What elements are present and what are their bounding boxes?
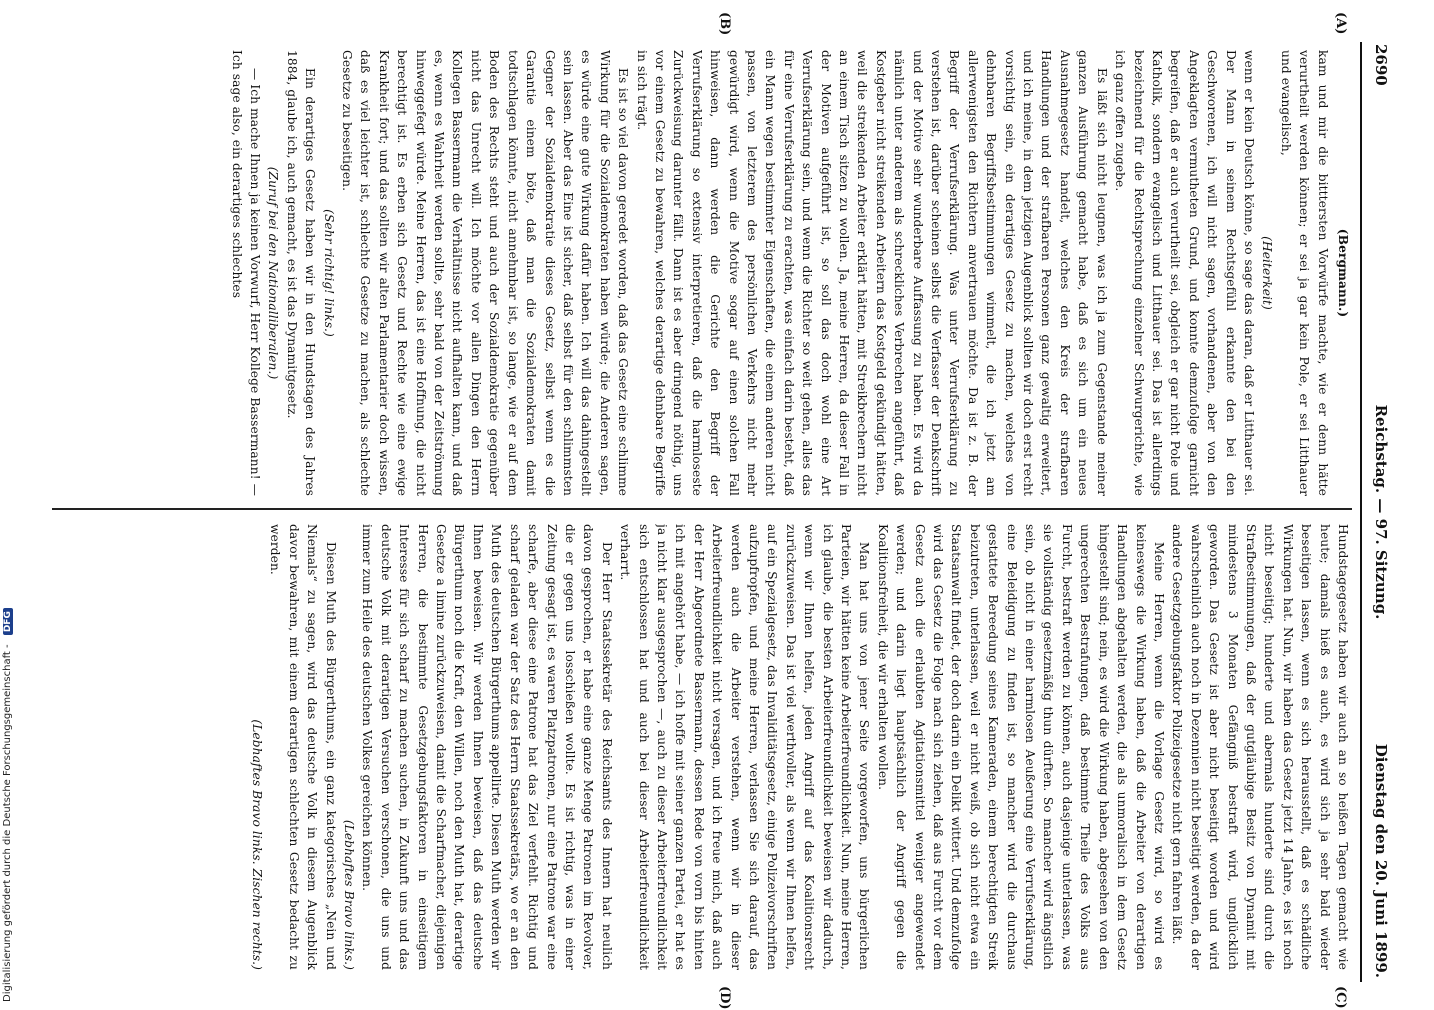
interjection: (Heiterkeit) (1260, 236, 1275, 310)
column-divider (52, 508, 1352, 510)
dfg-logo: DFG (3, 608, 13, 635)
rotated-page (40, 12, 1392, 1010)
left-column (52, 50, 1352, 496)
interjection: (Lebhaftes Bravo links.) (342, 819, 357, 970)
interjection: (Sehr richtig! links.) (321, 209, 336, 337)
paragraph: wenn er kein Deutsch könne, so sage das daran, daß er Litthauer sei. Der Mann in seinem Rechtsgefühl erkannte den bei den Geschworenen, ich will nicht sagen, vorhandenen, aber von den Angeklagten vermutheten Grund, und konnte demzufolge garnicht begreifen, daß er auch verurtheilt sei, obgleich er gar nicht Pole und Katholik, sondern evangelisch und Litthauer sei. Das ist allerdings bezeichnend für die Rechtsprechung einzelner Schwurgerichte, wie ich ganz offen zugebe. (1113, 50, 1256, 496)
right-column (52, 524, 1352, 970)
paragraph: Man hat uns von jener Seite vorgeworfen, uns bürgerlichen Parteien, wir hätten keine Arbeiterfreundlichkeit. Nun, meine Herren, ich glaube, die besten Arbeiterfreundlichkeit beweisen wir dadurch, wenn wir Ihnen helfen, jeden Angriff auf das Koalitionsrecht zurückzuweisen. Das ist viel werthvoller, als wenn wir Ihnen helfen, auf ein Spezialgesetz, das Invaliditätsgesetz, einige Polizeivorschriften aufzupfropfen, und meine Herren, verlassen Sie sich darauf, das werden auch die Arbeiter verstehen, wenn wir in dieser Arbeiterfreundlichkeit nicht versagen, und ich freue mich, daß auch der Herr Abgeordnete Bassermann, dessen Rede von vorn bis hinten ich mit angehört habe, — ich hoffe mit seiner ganzen Partei, er hat es ja nicht klar ausgesprochen —, auch zu dieser Arbeiterfreundlichkeit sich entschlossen hat und auch bei dieser Arbeiterfreundlichkeit verharrt. (618, 524, 872, 970)
paragraph: Es ist so viel davon geredet worden, daß das Gesetz eine schlimme Wirkung für die Sozialdemokraten haben würde; die Anderen sagen, es würde eine gute Wirkung dafür haben. Ich will das dahingestellt sein lassen. Aber das Eine ist sicher, daß selbst für den schlimmsten Gegner der Sozialdemokratie dieses Gesetz, selbst wenn es die Garantie einem böte, daß man die Sozialdemokraten damit todtschlagen könnte, nicht annehmbar ist, so lange, wie er auf dem Boden des Rechts steht und auch der Sozialdemokratie gegenüber nicht das Unrecht will. Ich möchte vor allen Dingen den Herrn Kollegen Bassermann die Verhältnisse nicht aufhalten kann, und daß es, wenn es Wahrheit werden sollte, sehr bald von der Zeitströmung hinweggefegt würde. Meine Herren, das ist eine Hoffnung, die nicht berechtigt ist. Es erben sich Gesetz und Rechte wie eine ewige Krankheit fort; und das sollten wir alten Parlamentarier doch wissen, daß es viel leichter ist, schlechte Gesetze zu machen, als schlechte Gesetze zu beseitigen. (340, 50, 631, 496)
margin-marker-a: (A) (1333, 12, 1348, 35)
interjection: (Lebhaftes Bravo links. Zischen rechts.) (250, 719, 265, 970)
margin-marker-b: (B) (717, 12, 732, 36)
header-date: Dienstag den 20. Juni 1899. (1372, 743, 1390, 978)
paragraph: Diesen Muth des Bürgerthums, ein ganz kategorisches „Nein und Niemals“ zu sagen, wird das deutsche Volk in diesem Augenblick davor bewahren, mit einem derartigen schlechten Gesetz bedacht zu werden. (268, 524, 338, 970)
paragraph: Der Herr Staatssekretär des Reichsamts des Innern hat neulich davon gesprochen, er habe eine ganze Menge Patronen im Revolver, die er gegen uns losschießen wollte. Es ist richtig, was in einer Zeitung gesagt ist, es waren Platzpatronen, nur eine Patrone war eine scharfe, aber diese eine Patrone hat das Ziel verfehlt. Richtig und scharf geladen war der Satz des Herrn Staatssekretärs, wo er an den Muth des deutschen Bürgerthums appellirte. Diesen Muth werden wir Ihnen beweisen. Wir werden Ihnen beweisen, daß das deutsche Bürgerthum noch die Kraft, den Willen, noch den Muth hat, derartige Gesetze a limine zurückzuweisen, damit die Scharfmacher, diejenigen Herren, die bestimmte Gesetzgebungsfaktoren in einseitigem Interesse für sich scharf zu machen suchen, in Zukunft uns und das deutsche Volk mit derartigen Versuchen verschonen, die uns und immer zum Heile des deutschen Volkes gereichen können. (360, 524, 614, 970)
paragraph: Hundstagegesetz haben wir auch an so heißen Tagen gemacht wie heute; damals hieß es auch, es wird sich ja sehr bald wieder beseitigen lassen, wenn es sich herausstellt, daß es schädliche Wirkungen hat. Nun, wir haben das Gesetz jetzt 14 Jahre, es ist noch nicht beseitigt; hunderte und abermals hunderte sind durch die Strafbestimmungen, daß der gutgläubige Besitz von Dynamit mit mindestens 3 Monaten Gefängniß bestraft wird, unglücklich geworden. Das Gesetz ist aber nicht beseitigt worden und wird wahrscheinlich auch noch in Dezennien nicht beseitigt werden, da der andere Gesetzgebungsfaktor Polizeigesetze nicht gern fahren läßt. (1170, 524, 1350, 970)
paragraph: — Ich mache Ihnen ja keinen Vorwurf, Herr Kollege Bassermann! — Ich sage also, ein derartiges schlechtes (229, 50, 263, 496)
paragraph: Ein derartiges Gesetz haben wir in den Hundstagen des Jahres 1884, glaube ich, auch gemacht, es ist das Dynamitgesetz. (284, 50, 318, 496)
paragraph: Meine Herren, wenn die Vorlage Gesetz wird, so wird es keineswegs die Wirkung haben, daß die Arbeiter von derartigen Handlungen abgehalten werden, die als unmoralisch in dem Gesetz hingestellt sind; nein, es wird die Wirkung haben, abgesehen von den ungerechten Bestrafungen, daß bestimmte Theile des Volks aus Furcht, bestraft werden zu können, auch dasjenige unterlassen, was sie vollständig gesetzmäßig thun dürften. So mancher wird ängstlich sein, ob nicht in einer harmlosen Aeußerung eine Verrufserklärung, eine Beleidigung zu finden ist, so mancher wird die durchaus gestattete Bereedung seines Kameraden, einem berechtigten Streik beizutreten, unterlassen, weil er nicht weiß, ob sich nicht etwa ein Staatsanwalt findet, der doch darin ein Delikt wittert. Und demzufolge wird das Gesetz die Folge nach sich ziehen, daß aus Furcht vor dem Gesetz auch die erlaubten Agitationsmittel weniger angewendet werden; und darin liegt hauptsächlich der Angriff gegen die Koalitionsfreiheit, die wir erhalten wollen. (875, 524, 1166, 970)
paragraph: kam und mir die bitttersten Vorwürfe machte, wie er denn hätte verurtheilt werden können; er sei ja gar kein Pole, er sei Litthauer und evangelisch, (1278, 50, 1330, 496)
header-rule (1360, 42, 1362, 982)
digitization-credit (2, 2, 22, 1002)
speaker-name: (Bergmann.) (1336, 228, 1350, 318)
paragraph: Es läßt sich nicht leugnen, was ich ja zum Gegenstande meiner ganzen Ausführung gemacht habe, daß es sich um ein neues Ausnahmegesetz handelt, welches den Kreis der strafbaren Handlungen und der strafbaren Personen ganz gewaltig erweitert, und ich meine, in dem jetzigen Augenblick sollten wir doch erst recht vorsichtig sein, ein derartiges Gesetz zu machen, welches von dehnbaren Begriffsbestimmungen wimmelt, die ich jetzt am allerwenigsten den Richtern anvertrauen möchte. Da ist z. B. der Begriff der Verrufserklärung. Was unter Verrufserklärung zu verstehen ist, darüber scheinen selbst die Verfasser der Denkschrift und der Motive sehr wunderbare Auffassung zu haben. Es wird da nämlich unter anderem als schreckliches Verbrechen angeführt, daß Kostgeber nicht streikenden Arbeitern das Kostgeld gekündigt hätten, weil die streikenden Arbeiter erklärt hätten, mit Streikbrechern nicht an einem Tisch sitzen zu wollen. Ja, meine Herren, da dieser Fall in der Motiven aufgeführt ist, so soll das doch wohl eine Art Verrufserklärung sein, und wenn die Richter so weit gehen, alles das für eine Verrufserklärung zu erachten, was einfach darin besteht, daß ein Mann wegen bestimmter Eigenschaften, die einem anderen nicht passen, von letzterem des persönlichen Verkehrs nicht mehr gewürdigt wird, wenn die Motive sogar auf einen solchen Fall hinweisen, dann werden die Gerichte den Begriff der Verrufserklärung so extensiv interpretieren, daß die harmloseste Zurückweisung darunter fällt. Dann ist es aber dringend nöthig, uns vor einem Gesetz zu bewahren, welches derartige dehnbare Begriffe in sich trägt. (634, 50, 1109, 496)
margin-marker-c: (C) (1333, 986, 1348, 1009)
margin-marker-d: (D) (717, 986, 732, 1010)
interjection: (Zuruf bei den Nationalliberalen.) (266, 166, 281, 380)
header-title: Reichstag. — 97. Sitzung. (1372, 404, 1390, 620)
page-header (1366, 42, 1392, 982)
credit-text: Digitalisierung gefördert durch die Deutsche Forschungsgemeinschaft - (2, 644, 13, 1002)
page-number: 2690 (1372, 44, 1390, 86)
